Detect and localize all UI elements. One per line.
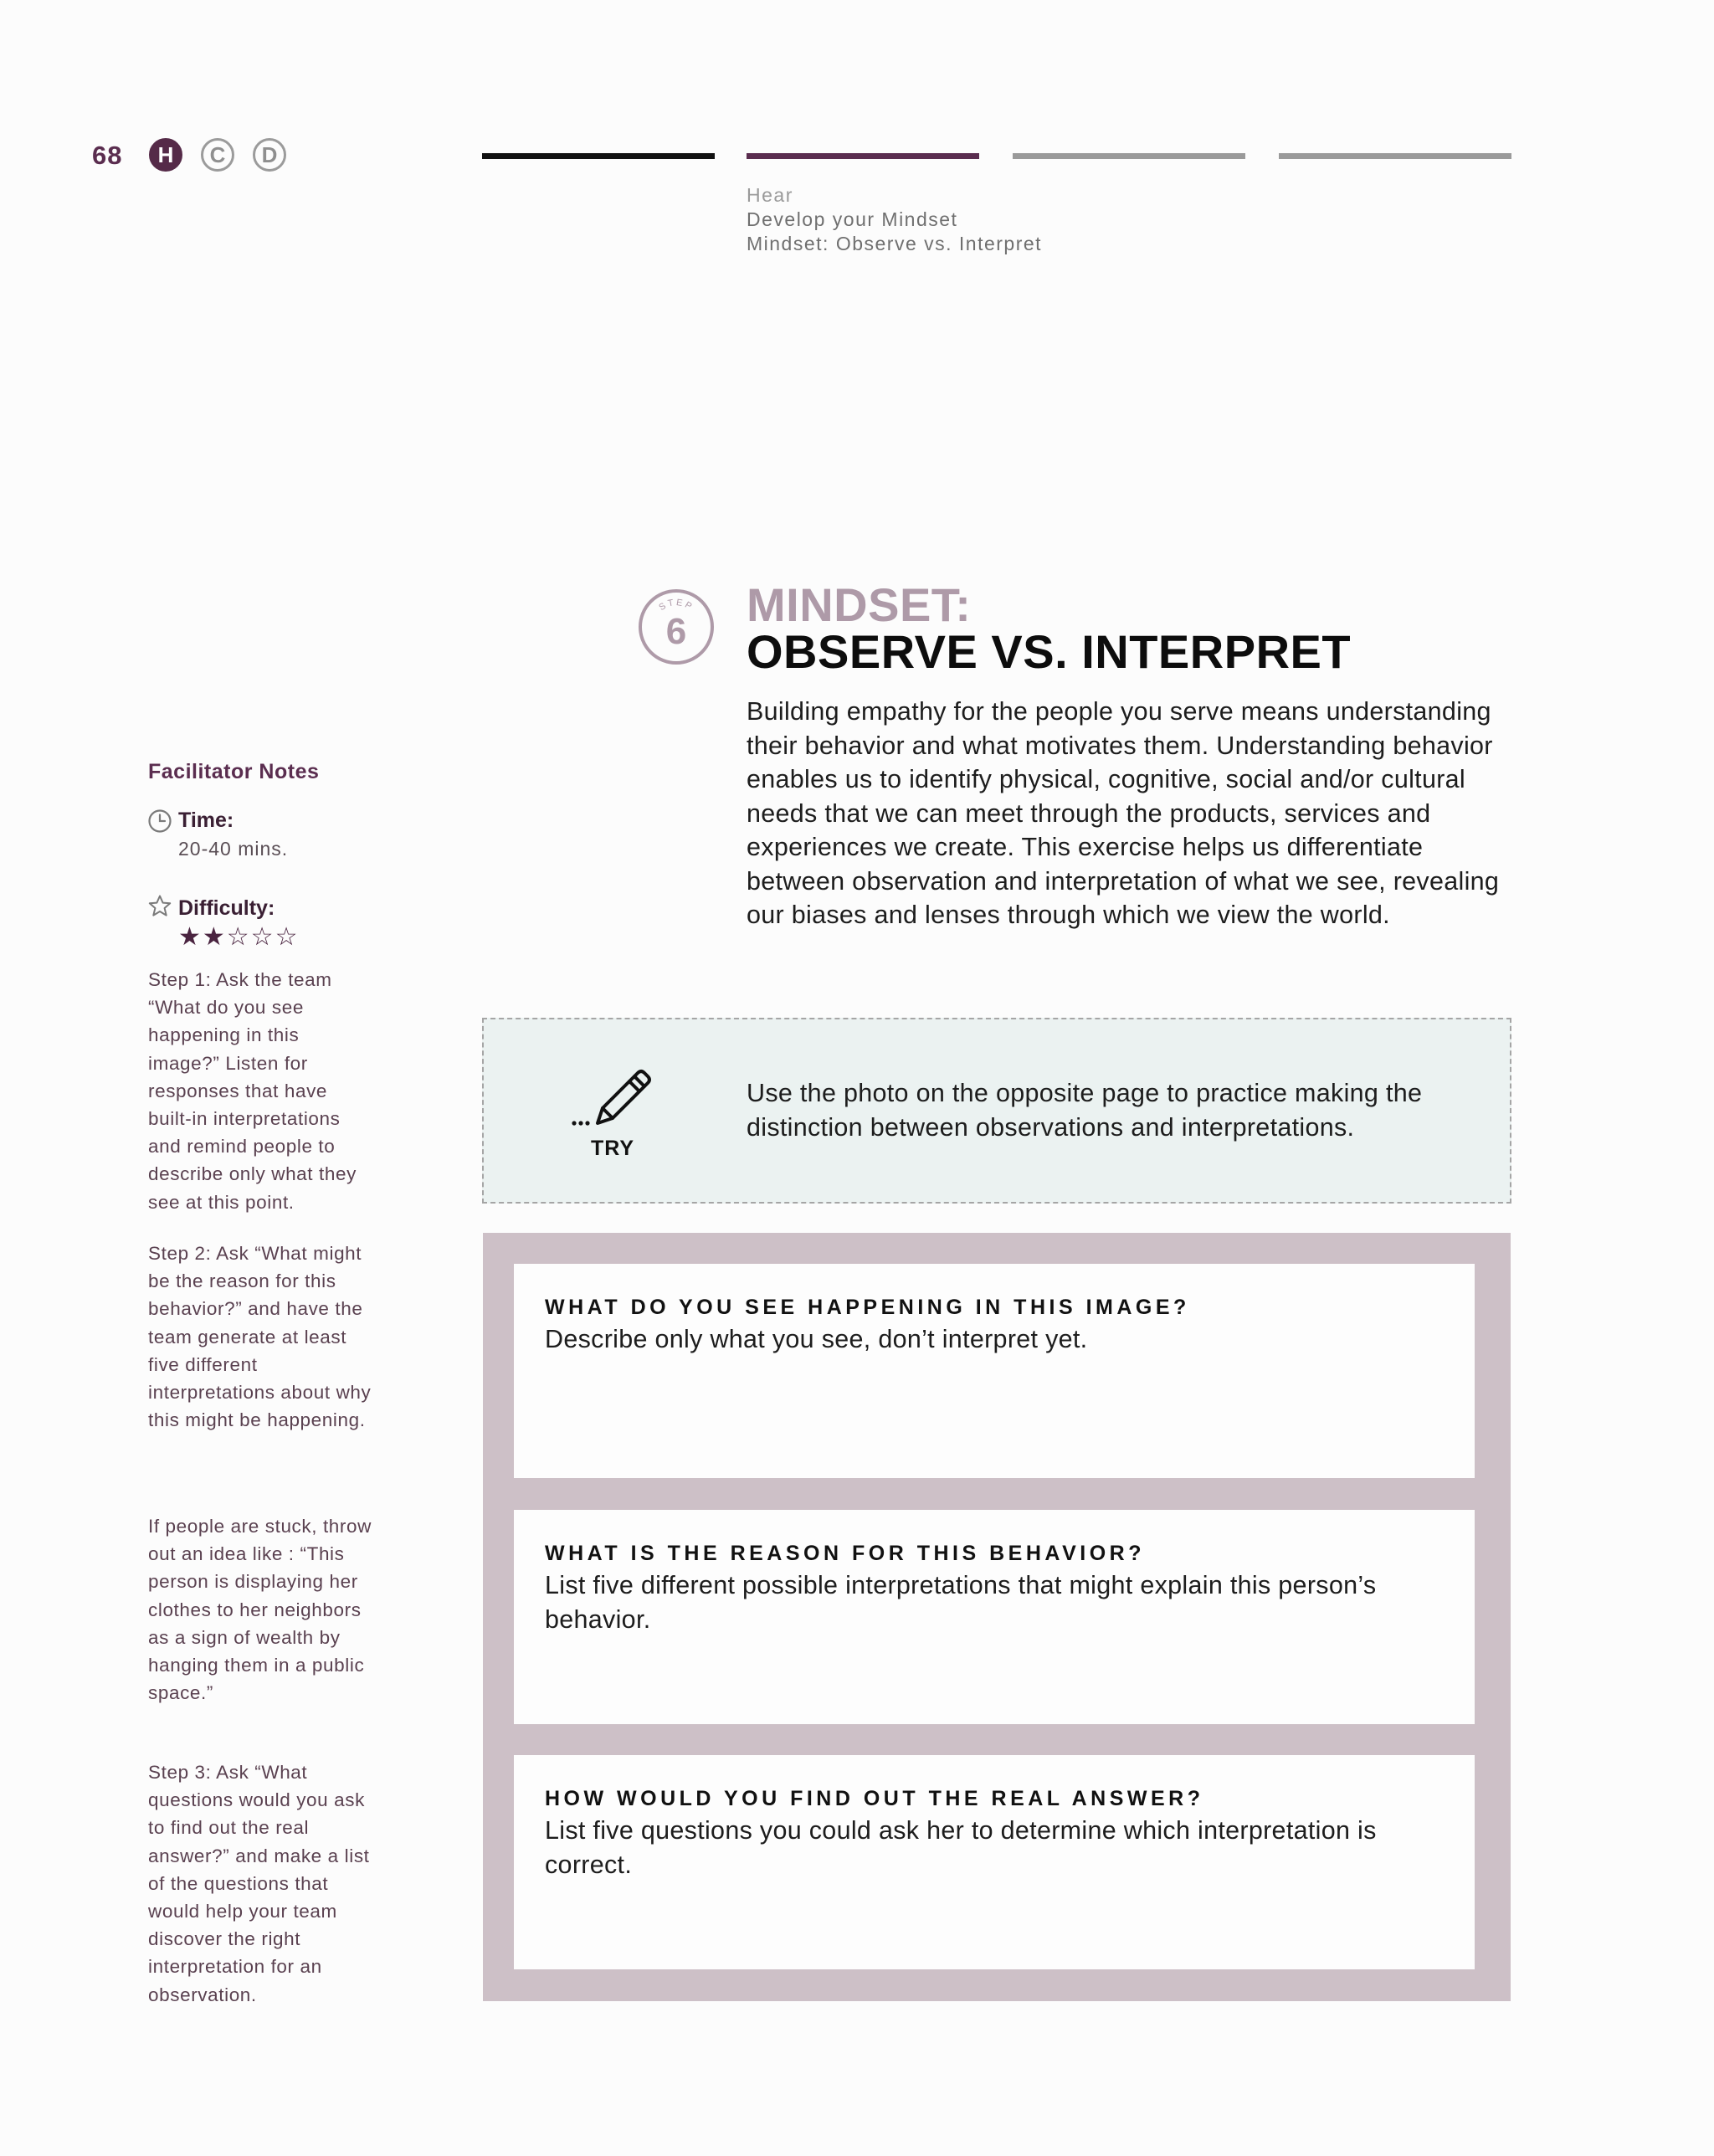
- time-value: 20-40 mins.: [178, 838, 289, 860]
- try-text: Use the photo on the opposite page to practice making the distinction between observations and interpretations.: [747, 1079, 1423, 1142]
- title-line-1: MINDSET:: [747, 578, 972, 631]
- intro-paragraph: Building empathy for the people you serve means understanding their behavior and what motivates them. Understanding behavior enables us to identify physical, cognitive, social and/or cultural needs that we can meet through the products, services and experiences we create. This exercise helps us differentiate between observation and interpretation of what we see, revealing our biases and lenses through which we view the world.: [747, 697, 1500, 929]
- worksheet: [483, 1233, 1511, 2001]
- progress-bar-3: [1013, 153, 1245, 159]
- note-step-3: Step 3: Ask “What questions would you ask to find out the real answer?” and make a list of the questions that would help your team discover the right interpretation for an observation.: [148, 1762, 370, 2005]
- panel-instructions: List five different possible interpretations that might explain this person’s behavior.: [545, 1571, 1377, 1634]
- step-badge: [638, 588, 715, 665]
- pencil-icon: [571, 1065, 654, 1128]
- progress-bar-2: [747, 153, 979, 159]
- progress-bar-4: [1279, 153, 1511, 159]
- star-outline-icon: [147, 894, 172, 919]
- worksheet-panel-interpret[interactable]: [514, 1510, 1475, 1724]
- worksheet-panel-questions[interactable]: [514, 1755, 1475, 1969]
- progress-bar-1: [482, 153, 715, 159]
- note-tip: If people are stuck, throw out an idea like : “This person is displaying her clothes to her neighbors as a sign of wealth by hanging them in a public space.”: [148, 1516, 372, 1704]
- panel-instructions: Describe only what you see, don’t interpret yet.: [545, 1325, 1088, 1353]
- step-label: STEP: [657, 597, 695, 613]
- facilitator-notes-title: Facilitator Notes: [148, 760, 320, 783]
- breadcrumb-section: Hear: [747, 184, 793, 206]
- note-step-1: Step 1: Ask the team “What do you see happening in this image?” Listen for responses that have built-in interpretations and remind people to describe only what they see at this point.: [148, 969, 357, 1213]
- panel-heading: WHAT IS THE REASON FOR THIS BEHAVIOR?: [545, 1542, 1145, 1565]
- panel-heading: HOW WOULD YOU FIND OUT THE REAL ANSWER?: [545, 1787, 1204, 1810]
- difficulty-label: Difficulty:: [178, 896, 275, 920]
- time-label: Time:: [178, 808, 234, 832]
- breadcrumb-page: Mindset: Observe vs. Interpret: [747, 233, 1043, 254]
- worksheet-panel-observe[interactable]: [514, 1264, 1475, 1478]
- page-number: 68: [92, 141, 123, 170]
- step-number: 6: [665, 611, 687, 652]
- panel-instructions: List five questions you could ask her to determine which interpretation is correct.: [545, 1816, 1377, 1879]
- title-line-2: OBSERVE VS. INTERPRET: [747, 625, 1352, 678]
- note-step-2: Step 2: Ask “What might be the reason for this behavior?” and have the team generate at least five different interpretations about why this might be happening.: [148, 1243, 372, 1431]
- phase-d-badge: D: [253, 138, 286, 172]
- try-label: TRY: [591, 1137, 635, 1160]
- phase-h-badge: H: [149, 138, 182, 172]
- difficulty-rating: ★★☆☆☆: [178, 923, 300, 951]
- breadcrumb-chapter: Develop your Mindset: [747, 208, 958, 230]
- clock-icon: [147, 808, 172, 834]
- phase-c-badge: C: [201, 138, 234, 172]
- panel-heading: WHAT DO YOU SEE HAPPENING IN THIS IMAGE?: [545, 1296, 1190, 1319]
